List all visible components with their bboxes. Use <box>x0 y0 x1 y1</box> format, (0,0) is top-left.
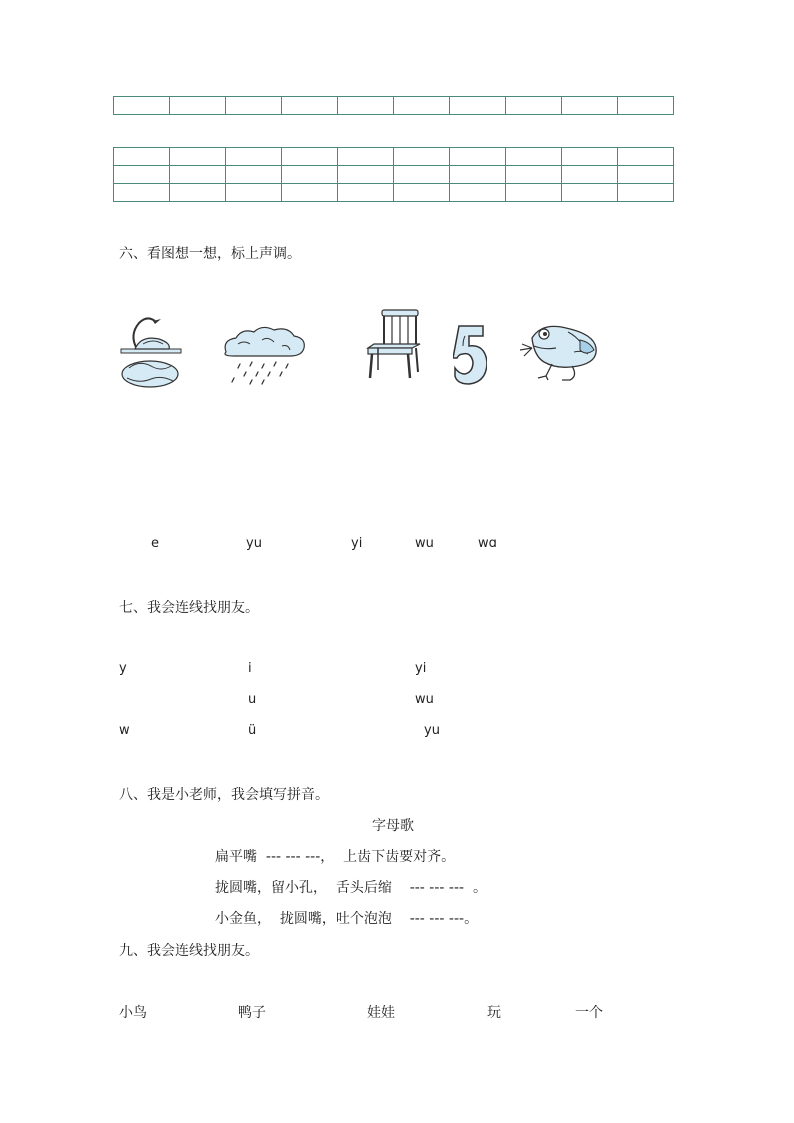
section-6-title: 六、看图想一想，标上声调。 <box>119 246 301 262</box>
initial-item: w <box>119 723 130 738</box>
rain-cloud-icon <box>218 326 310 386</box>
final-item: i <box>248 661 252 676</box>
chair-icon <box>364 308 424 380</box>
initial-item: y <box>119 661 127 676</box>
word-item: 玩 <box>487 1005 501 1021</box>
writing-grid-top <box>113 96 674 115</box>
goose-icon <box>115 308 185 390</box>
word-item: 一个 <box>575 1005 603 1021</box>
syllable-item: yi <box>415 661 427 676</box>
writing-grid-bottom <box>113 147 674 202</box>
final-item: ü <box>248 723 257 738</box>
pinyin-label: wɑ <box>478 536 497 551</box>
pinyin-label: e <box>151 536 159 551</box>
pinyin-label: wu <box>415 536 434 551</box>
pinyin-label: yi <box>351 536 363 551</box>
section-8-title: 八、我是小老师，我会填写拼音。 <box>119 787 329 803</box>
section-7-title: 七、我会连线找朋友。 <box>119 600 259 616</box>
song-line: 扁平嘴 --- --- ---， 上齿下齿要对齐。 <box>215 849 456 865</box>
frog-icon <box>512 318 602 384</box>
pinyin-label: yu <box>246 536 262 551</box>
word-item: 娃娃 <box>367 1005 395 1021</box>
number-five-icon <box>453 322 487 386</box>
syllable-item: wu <box>415 692 434 707</box>
word-item: 小鸟 <box>119 1005 147 1021</box>
word-item: 鸭子 <box>238 1005 266 1021</box>
final-item: u <box>248 692 257 707</box>
song-title: 字母歌 <box>372 818 414 834</box>
song-line: 小金鱼， 拢圆嘴，吐个泡泡 --- --- ---。 <box>215 911 479 927</box>
section-9-title: 九、我会连线找朋友。 <box>119 943 259 959</box>
syllable-item: yu <box>424 723 440 738</box>
song-line: 拢圆嘴，留小孔， 舌头后缩 --- --- --- 。 <box>215 880 487 896</box>
